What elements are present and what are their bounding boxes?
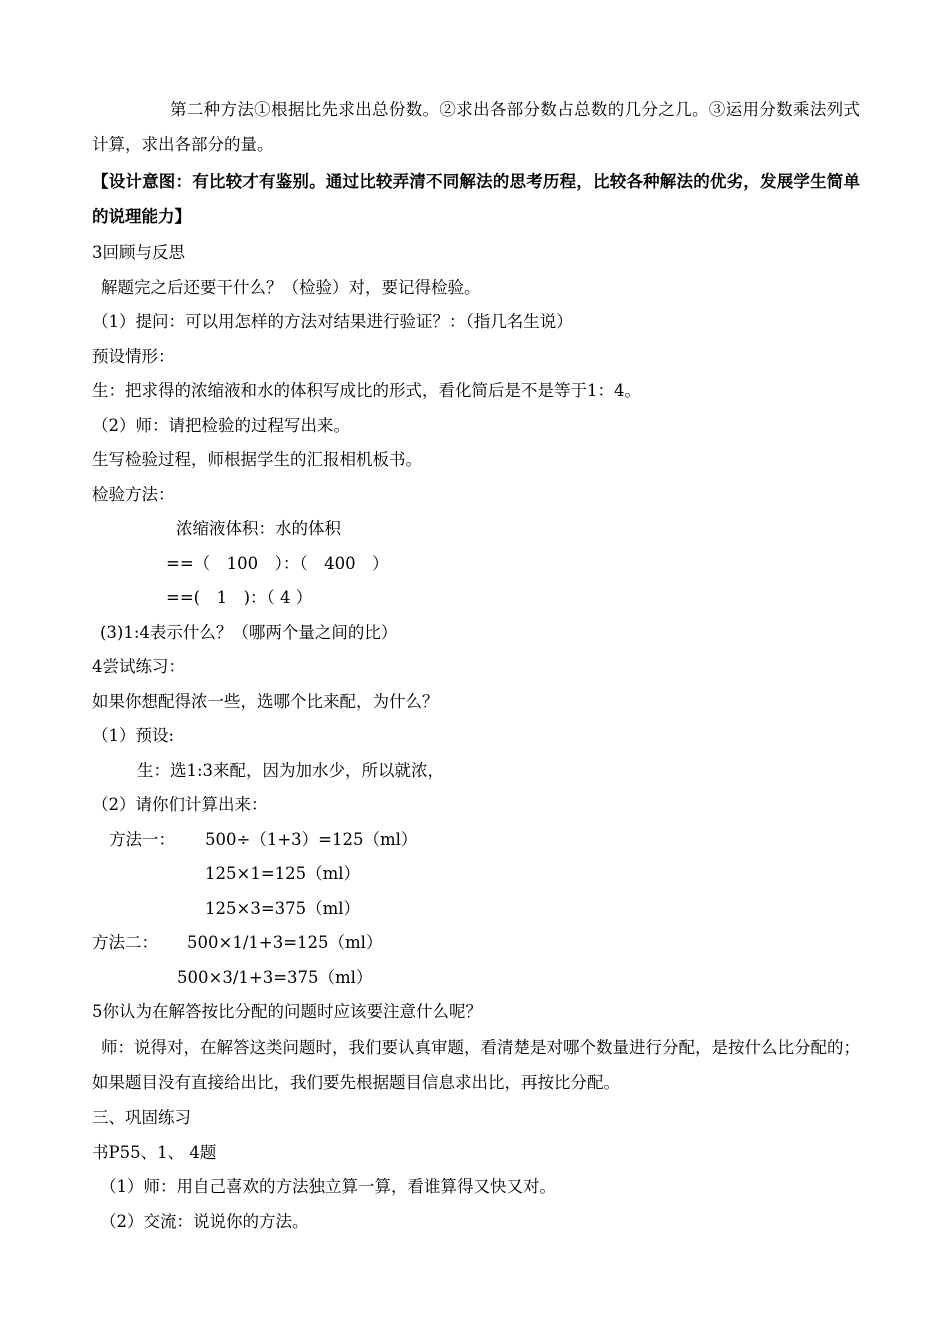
- heading-question: 5你认为在解答按比分配的问题时应该要注意什么呢？: [92, 1002, 482, 1021]
- text-line: 预设情形：: [92, 347, 175, 366]
- text-line: （2）师：请把检验的过程写出来。: [92, 416, 350, 435]
- formula-line: ==（ 100 ）：（ 400 ）: [166, 554, 389, 573]
- text-line: （1）预设:: [92, 726, 175, 745]
- formula-line: 浓缩液体积：水的体积: [176, 519, 341, 538]
- text-line: 书P55、1、 4题: [92, 1143, 217, 1162]
- formula-label: 方法二：: [92, 933, 158, 952]
- formula-line: 125×3=375（ml）: [205, 899, 361, 918]
- text-line: （2）交流：说说你的方法。: [100, 1212, 309, 1231]
- paragraph-teacher-summary: 师：说得对，在解答这类问题时，我们要认真审题，看清楚是对哪个数量进行分配，是按什么比分配的；如果题目没有直接给出比，我们要先根据题目信息求出比，再按比分配。: [92, 1038, 860, 1092]
- heading-review: 3回顾与反思: [92, 243, 185, 262]
- text-line: 检验方法：: [92, 485, 175, 504]
- formula-line: 500÷（1+3）=125（ml）: [205, 830, 418, 849]
- text-line: (3)1:4表示什么？（哪两个量之间的比）: [100, 623, 398, 642]
- text-line: 解题完之后还要干什么？（检验）对，要记得检验。: [101, 278, 481, 297]
- text-line: （2）请你们计算出来：: [92, 795, 268, 814]
- text-line: 如果你想配得浓一些，选哪个比来配，为什么？: [92, 692, 439, 711]
- heading-consolidation: 三、巩固练习: [92, 1108, 191, 1127]
- text-line: 生：选1:3来配，因为加水少，所以就浓，: [137, 761, 445, 780]
- formula-line: 500×3/1+3=375（ml）: [177, 968, 373, 987]
- text-line: 生：把求得的浓缩液和水的体积写成比的形式，看化简后是不是等于1：4。: [92, 381, 641, 400]
- text-line: （1）提问：可以用怎样的方法对结果进行验证？：（指几名生说）: [92, 312, 573, 331]
- formula-line: 500×1/1+3=125（ml）: [187, 933, 383, 952]
- heading-practice: 4尝试练习：: [92, 657, 185, 676]
- formula-line: ==( 1 )：（ 4 ）: [166, 588, 313, 607]
- paragraph-design-intent: 【设计意图：有比较才有鉴别。通过比较弄清不同解法的思考历程，比较各种解法的优劣，发展学生简单的说理能力】: [92, 172, 860, 226]
- formula-label: 方法一：: [109, 830, 175, 849]
- text-line: 生写检验过程，师根据学生的汇报相机板书。: [92, 450, 422, 469]
- formula-line: 125×1=125（ml）: [205, 864, 361, 883]
- text-line: （1）师：用自己喜欢的方法独立算一算，看谁算得又快又对。: [100, 1177, 556, 1196]
- paragraph-method-two: 第二种方法①根据比先求出总份数。②求出各部分数占总数的几分之几。③运用分数乘法列式计算，求出各部分的量。: [92, 100, 860, 154]
